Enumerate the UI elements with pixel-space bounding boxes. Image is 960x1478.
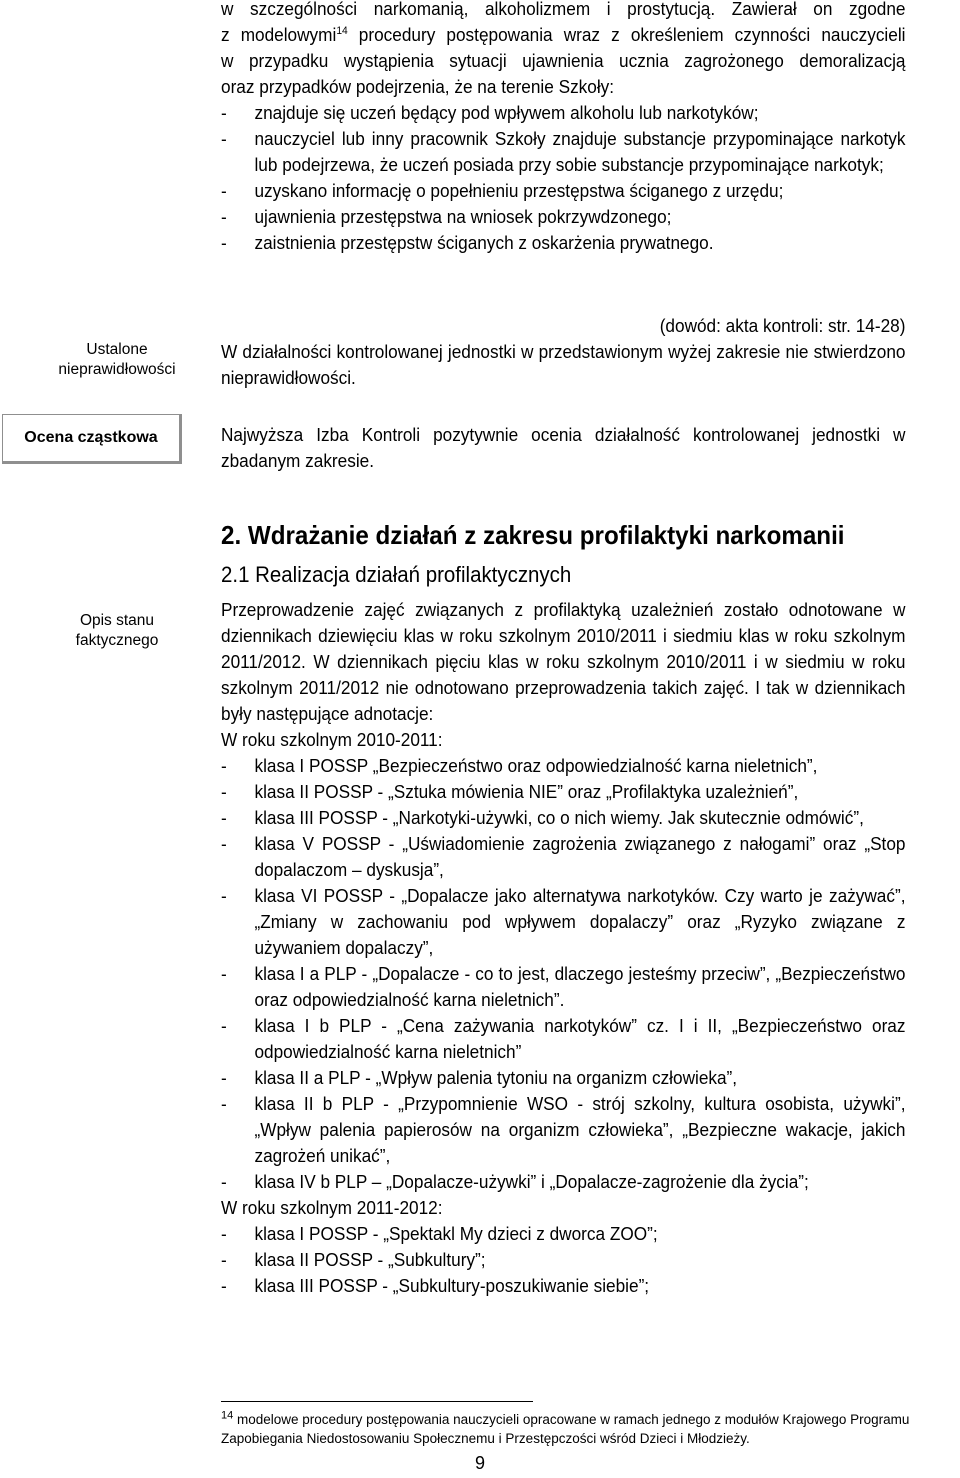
bullet-dash: - bbox=[221, 781, 227, 802]
sidebar-label-ustalone: Ustalone nieprawidłowości bbox=[58, 341, 176, 378]
activity-item bbox=[221, 831, 905, 883]
bullet-text: nauczyciel lub inny pracownik Szkoły znajduje substancje przypominające narkotyk lub podejrzewa, że uczeń posiada przy sobie substancje przypominające narkotyk; bbox=[254, 128, 906, 175]
sidebar-label-opis: Opis stanu faktycznego bbox=[75, 612, 159, 649]
activity-text: klasa IV b PLP – „Dopalacze-używki” i „Dopalacze-zagrożenie dla życia”; bbox=[254, 1171, 809, 1192]
footnote-separator bbox=[221, 1401, 533, 1402]
activity-item bbox=[221, 1091, 905, 1169]
bullet-dash: - bbox=[221, 1171, 227, 1192]
page-number: 9 bbox=[474, 1453, 485, 1473]
activity-item bbox=[221, 1273, 905, 1299]
bullet-text: zaistnienia przestępstw ściganych z oskarżenia prywatnego. bbox=[254, 232, 714, 253]
bullet-dash: - bbox=[221, 180, 227, 201]
activity-item bbox=[221, 1169, 905, 1195]
activity-text: klasa II a PLP - „Wpływ palenia tytoniu na organizm człowieka”, bbox=[254, 1067, 738, 1088]
footnote-ref: 14 bbox=[336, 24, 348, 37]
bullet-dash: - bbox=[221, 1249, 227, 1270]
bullet-dash: - bbox=[221, 232, 227, 253]
bullet-dash: - bbox=[221, 1275, 227, 1296]
activity-text: klasa III POSSP - „Narkotyki-używki, co o nich wiemy. Jak skutecznie odmówić”, bbox=[254, 807, 864, 828]
year-heading-1: W roku szkolnym 2010-2011: bbox=[221, 729, 443, 750]
bullet-dash: - bbox=[221, 833, 227, 854]
bullet-item bbox=[221, 100, 905, 126]
activity-item bbox=[221, 753, 905, 779]
activity-text: klasa I POSSP - „Spektakl My dzieci z dworca ZOO”; bbox=[254, 1223, 658, 1244]
activity-item bbox=[221, 961, 905, 1013]
text-line: w szczególności narkomanią, alkoholizmem i prostytucją. Zawierał on zgodne bbox=[221, 0, 906, 19]
activity-text: klasa I POSSP „Bezpieczeństwo oraz odpowiedzialność karna nieletnich”, bbox=[254, 755, 818, 776]
sidebar-box-ocena bbox=[2, 414, 182, 464]
activity-item bbox=[221, 1013, 905, 1065]
text-span: procedury postępowania wraz z określeniem czynności nauczycieli bbox=[347, 24, 906, 45]
bullet-dash: - bbox=[221, 807, 227, 828]
section-2 bbox=[221, 519, 905, 1299]
activity-text: klasa II b PLP - „Przypomnienie WSO - strój szkolny, kultura osobista, używki”, „Wpływ palenia papierosów na organizm człowieka”, „Bezpieczne wakacje, jakich zagrożeń unikać”, bbox=[254, 1093, 906, 1166]
text-line: oraz przypadków podejrzenia, że na terenie Szkoły: bbox=[221, 76, 615, 97]
year-heading-2: W roku szkolnym 2011-2012: bbox=[221, 1197, 443, 1218]
footnote bbox=[221, 1410, 957, 1448]
sidebar-label-ocena: Ocena cząstkowa bbox=[24, 429, 158, 446]
text-line bbox=[221, 22, 905, 48]
activity-list-2011 bbox=[221, 1221, 905, 1299]
bullet-item bbox=[221, 204, 905, 230]
activity-text: klasa V POSSP - „Uświadomienie zagrożenia związanego z nałogami” oraz „Stop dopalaczom – dyskusja”, bbox=[254, 833, 906, 880]
bullet-dash: - bbox=[221, 1093, 227, 1114]
activity-item bbox=[221, 1065, 905, 1091]
activity-item bbox=[221, 805, 905, 831]
evidence-block bbox=[221, 313, 905, 391]
evidence-reference: (dowód: akta kontroli: str. 14-28) bbox=[659, 315, 906, 336]
assessment-text: Najwyższa Izba Kontroli pozytywnie ocenia działalność kontrolowanej jednostki w zbadanym zakresie. bbox=[221, 424, 906, 471]
bullet-item bbox=[221, 230, 905, 256]
bullet-text: znajduje się uczeń będący pod wpływem alkoholu lub narkotyków; bbox=[254, 102, 759, 123]
footnote-number: 14 bbox=[221, 1409, 234, 1422]
bullet-dash: - bbox=[221, 1223, 227, 1244]
text-span: z modelowymi bbox=[221, 24, 337, 45]
intro-paragraph: Przeprowadzenie zajęć związanych z profilaktyką uzależnień zostało odnotowane w dziennikach dziewięciu klas w roku szkolnym 2010/2011 i siedmiu klas w roku szkolnym 2011/2012. W dziennikach pięciu klas w roku szkolnym 2010/2011 i w siedmiu w roku szkolnym 2011/2012 nie odnotowano przeprowadzenia takich zajęć. I tak w dziennikach były następujące adnotacje: bbox=[221, 599, 906, 724]
activity-text: klasa I b PLP - „Cena zażywania narkotyków” cz. I i II, „Bezpieczeństwo oraz odpowiedzialność karna nieletnich” bbox=[254, 1015, 906, 1062]
assessment-block bbox=[221, 422, 905, 474]
top-paragraph bbox=[221, 0, 905, 256]
bullet-item bbox=[221, 178, 905, 204]
bullet-dash: - bbox=[221, 885, 227, 906]
activity-item bbox=[221, 779, 905, 805]
subsection-heading: 2.1 Realizacja działań profilaktycznych bbox=[221, 562, 572, 587]
bullet-dash: - bbox=[221, 755, 227, 776]
section-heading: 2. Wdrażanie działań z zakresu profilaktyki narkomanii bbox=[221, 520, 845, 550]
footnote-text: modelowe procedury postępowania nauczycieli opracowane w ramach jednego z modułów Krajowego Programu Zapobiegania Niedostosowaniu Społecznemu i Przestępczości wśród Dzieci i Młodzieży. bbox=[221, 1412, 910, 1446]
findings-text: W działalności kontrolowanej jednostki w przedstawionym wyżej zakresie nie stwierdzono nieprawidłowości. bbox=[221, 341, 906, 388]
bullet-dash: - bbox=[221, 206, 227, 227]
activity-list-2010 bbox=[221, 753, 905, 1195]
activity-item bbox=[221, 883, 905, 961]
text-line: w przypadku wystąpienia sytuacji ujawnienia ucznia zagrożonego demoralizacją bbox=[221, 50, 906, 71]
bullet-text: ujawnienia przestępstwa na wniosek pokrzywdzonego; bbox=[254, 206, 672, 227]
activity-item bbox=[221, 1221, 905, 1247]
activity-text: klasa VI POSSP - „Dopalacze jako alternatywa narkotyków. Czy warto je zażywać”, „Zmiany w zachowaniu pod wpływem dopalaczy” oraz „Ryzyko związane z używaniem dopalaczy”, bbox=[254, 885, 906, 958]
activity-item bbox=[221, 1247, 905, 1273]
bullet-dash: - bbox=[221, 1067, 227, 1088]
bullet-dash: - bbox=[221, 128, 227, 149]
bullet-dash: - bbox=[221, 102, 227, 123]
activity-text: klasa II POSSP - „Sztuka mówienia NIE” oraz „Profilaktyka uzależnień”, bbox=[254, 781, 799, 802]
activity-text: klasa II POSSP - „Subkultury”; bbox=[254, 1249, 486, 1270]
bullet-dash: - bbox=[221, 963, 227, 984]
bullet-dash: - bbox=[221, 1015, 227, 1036]
bullet-item bbox=[221, 126, 905, 178]
activity-text: klasa III POSSP - „Subkultury-poszukiwanie siebie”; bbox=[254, 1275, 650, 1296]
bullet-text: uzyskano informację o popełnieniu przestępstwa ściganego z urzędu; bbox=[254, 180, 784, 201]
activity-text: klasa I a PLP - „Dopalacze - co to jest, dlaczego jesteśmy przeciw”, „Bezpieczeństwo oraz odpowiedzialność karna nieletnich”. bbox=[254, 963, 906, 1010]
